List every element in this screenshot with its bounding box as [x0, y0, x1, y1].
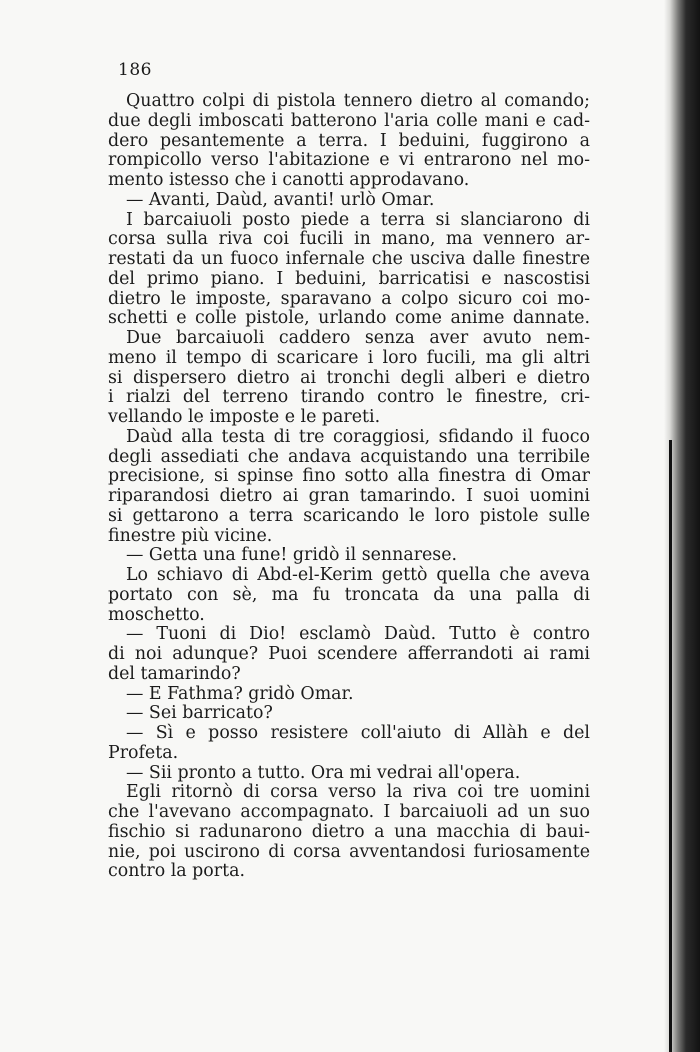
text-line: del primo piano. I beduini, barricatisi e nascostisi: [108, 268, 590, 289]
text-line: moschetto.: [108, 604, 205, 625]
text-line: — Getta una fune! gridò il sennarese.: [126, 545, 458, 566]
text-line: fischio si radunarono dietro a una macchia di baui-: [108, 821, 590, 842]
text-line: i rialzi del terreno tirando contro le finestre, cri-: [108, 387, 590, 408]
text-line: che l'avevano accompagnato. I barcaiuoli ad un suo: [108, 802, 590, 822]
text-line: portato con sè, ma fu troncata da una palla di: [108, 584, 590, 605]
text-line: restati da un fuoco infernale che usciva dalle finestre: [108, 249, 590, 269]
text-line: — Avanti, Daùd, avanti! urlò Omar.: [126, 189, 435, 210]
text-line: Egli ritornò di corsa verso la riva coi tre uomini: [126, 782, 590, 803]
text-line: di noi adunque? Puoi scendere afferrandoti ai rami: [108, 644, 590, 664]
body-text: [108, 92, 590, 882]
text-line: riparandosi dietro ai gran tamarindo. I suoi uomini: [108, 486, 590, 506]
text-line: vellando le imposte e le pareti.: [108, 407, 381, 427]
text-line: — Sei barricato?: [126, 703, 273, 724]
text-line: rompicollo verso l'abitazione e vi entrarono nel mo-: [108, 150, 590, 171]
text-line: contro la porta.: [108, 861, 245, 882]
text-line: Daùd alla testa di tre coraggiosi, sfidando il fuoco: [126, 426, 590, 447]
text-line: nie, poi uscirono di corsa avventandosi furiosamente: [108, 841, 590, 862]
text-line: corsa sulla riva coi fucili in mano, ma vennero ar-: [108, 229, 590, 250]
text-line: si dispersero dietro ai tronchi degli alberi e dietro: [108, 367, 590, 388]
text-line: due degli imboscati batterono l'aria colle mani e cad-: [108, 110, 590, 131]
page-number: 186: [118, 60, 152, 80]
text-line: meno il tempo di scaricare i loro fucili, ma gli altri: [108, 347, 590, 368]
text-line: Lo schiavo di Abd-el-Kerim gettò quella che aveva: [126, 565, 590, 585]
text-line: — Sii pronto a tutto. Ora mi vedrai all'opera.: [126, 762, 521, 783]
text-line: — E Fathma? gridò Omar.: [126, 683, 354, 704]
text-line: Quattro colpi di pistola tennero dietro al comando;: [126, 91, 590, 111]
text-line: dietro le imposte, sparavano a colpo sicuro coi mo-: [108, 288, 590, 309]
text-line: Profeta.: [108, 742, 179, 763]
text-line: mento istesso che i canotti approdavano.: [108, 170, 470, 190]
text-line: finestre più vicine.: [108, 525, 273, 546]
text-line: — Sì e posso resistere coll'aiuto di Allàh e del: [126, 723, 590, 743]
text-line: degli assediati che andava acquistando una terribile: [108, 446, 590, 467]
text-line: I barcaiuoli posto piede a terra si slanciarono di: [126, 209, 590, 230]
text-line: — Tuoni di Dio! esclamò Daùd. Tutto è contro: [126, 624, 590, 645]
text-line: si gettarono a terra scaricando le loro pistole sulle: [108, 505, 590, 526]
binding-line: [669, 440, 672, 1052]
text-line: precisione, si spinse fino sotto alla finestra di Omar: [108, 466, 590, 487]
text-line: Due barcaiuoli caddero senza aver avuto nem-: [126, 328, 590, 348]
text-line: schetti e colle pistole, urlando come anime dannate.: [108, 308, 590, 329]
text-line: dero pesantemente a terra. I beduini, fuggirono a: [108, 130, 590, 151]
text-line: del tamarindo?: [108, 663, 241, 684]
